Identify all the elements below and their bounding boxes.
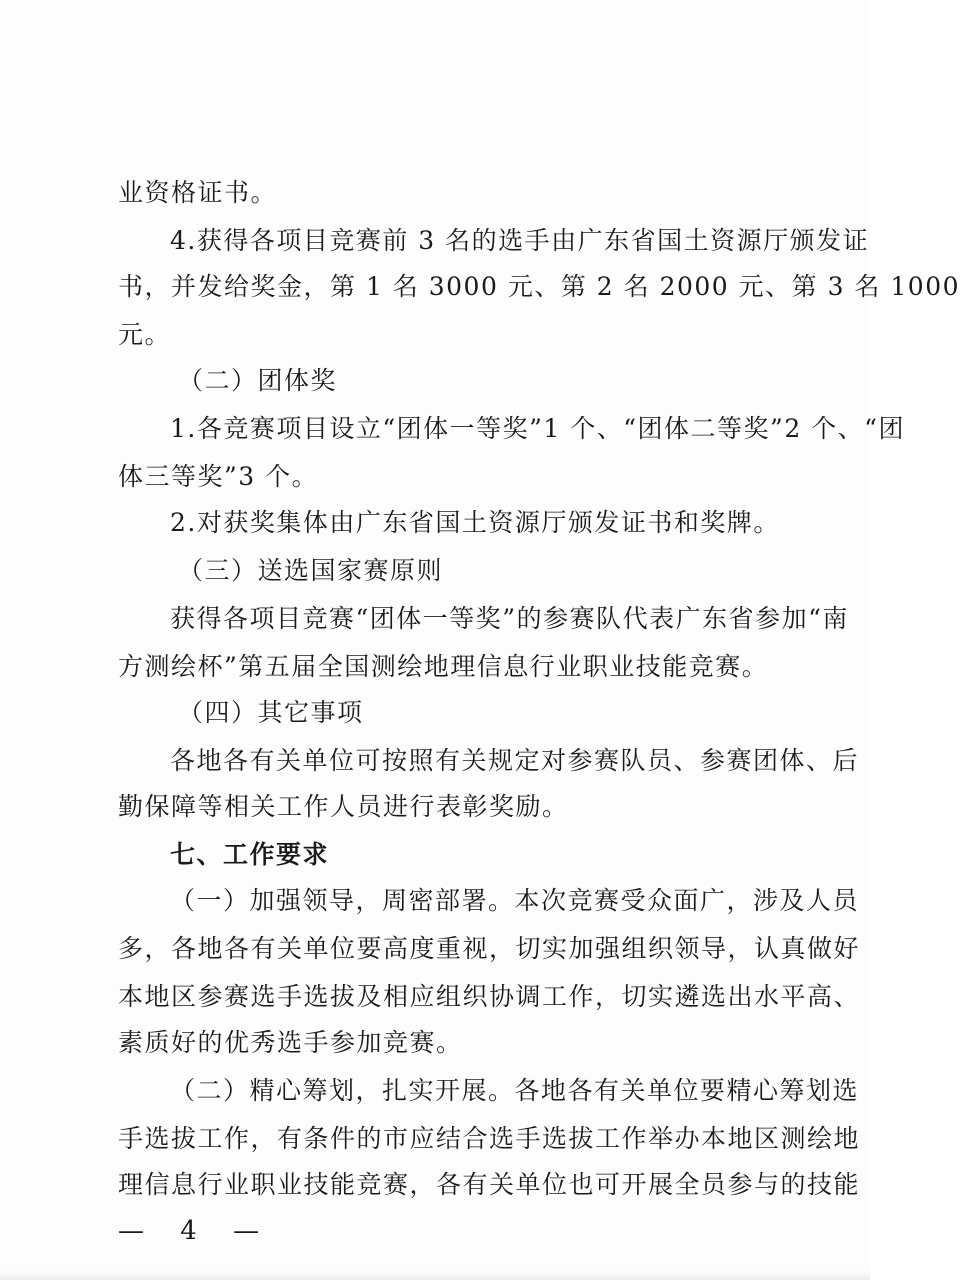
text-line: 各地各有关单位可按照有关规定对参赛队员、参赛团体、后 <box>170 746 860 775</box>
text-line: 多，各地各有关单位要高度重视，切实加强组织领导，认真做好 <box>118 934 861 963</box>
page-number: — 4 — <box>118 1216 274 1246</box>
chapter-heading: 七、工作要求 <box>170 840 330 869</box>
text-line: 1.各竞赛项目设立“团体一等奖”1 个、“团体二等奖”2 个、“团 <box>170 414 905 443</box>
text-line: 4.获得各项目竞赛前 3 名的选手由广东省国土资源厅颁发证 <box>170 226 870 255</box>
text-line: 本地区参赛选手选拔及相应组织协调工作，切实遴选出水平高、 <box>118 982 861 1011</box>
text-line: 手选拔工作，有条件的市应结合选手选拔工作举办本地区测绘地 <box>118 1124 861 1153</box>
text-line: 书，并发给奖金，第 1 名 3000 元、第 2 名 2000 元、第 3 名 1000 <box>118 272 960 301</box>
section-heading: （二）团体奖 <box>178 366 338 395</box>
text-line: 2.对获奖集体由广东省国土资源厅颁发证书和奖牌。 <box>170 508 780 537</box>
section-heading: （四）其它事项 <box>178 698 364 727</box>
text-line: 元。 <box>118 320 172 349</box>
section-heading: （三）送选国家赛原则 <box>178 556 444 585</box>
text-line: （二）精心筹划，扎实开展。各地各有关单位要精心筹划选 <box>170 1076 860 1105</box>
text-line: 方测绘杯”第五届全国测绘地理信息行业职业技能竞赛。 <box>118 652 769 681</box>
text-line: 素质好的优秀选手参加竞赛。 <box>118 1028 463 1057</box>
text-line: 勤保障等相关工作人员进行表彰奖励。 <box>118 792 569 821</box>
text-line: 业资格证书。 <box>118 178 278 207</box>
text-line: 获得各项目竞赛“团体一等奖”的参赛队代表广东省参加“南 <box>170 604 849 633</box>
text-line: 理信息行业职业技能竞赛，各有关单位也可开展全员参与的技能 <box>118 1170 861 1199</box>
text-line: （一）加强领导，周密部署。本次竞赛受众面广，涉及人员 <box>170 886 860 915</box>
text-line: 体三等奖”3 个。 <box>118 462 319 491</box>
